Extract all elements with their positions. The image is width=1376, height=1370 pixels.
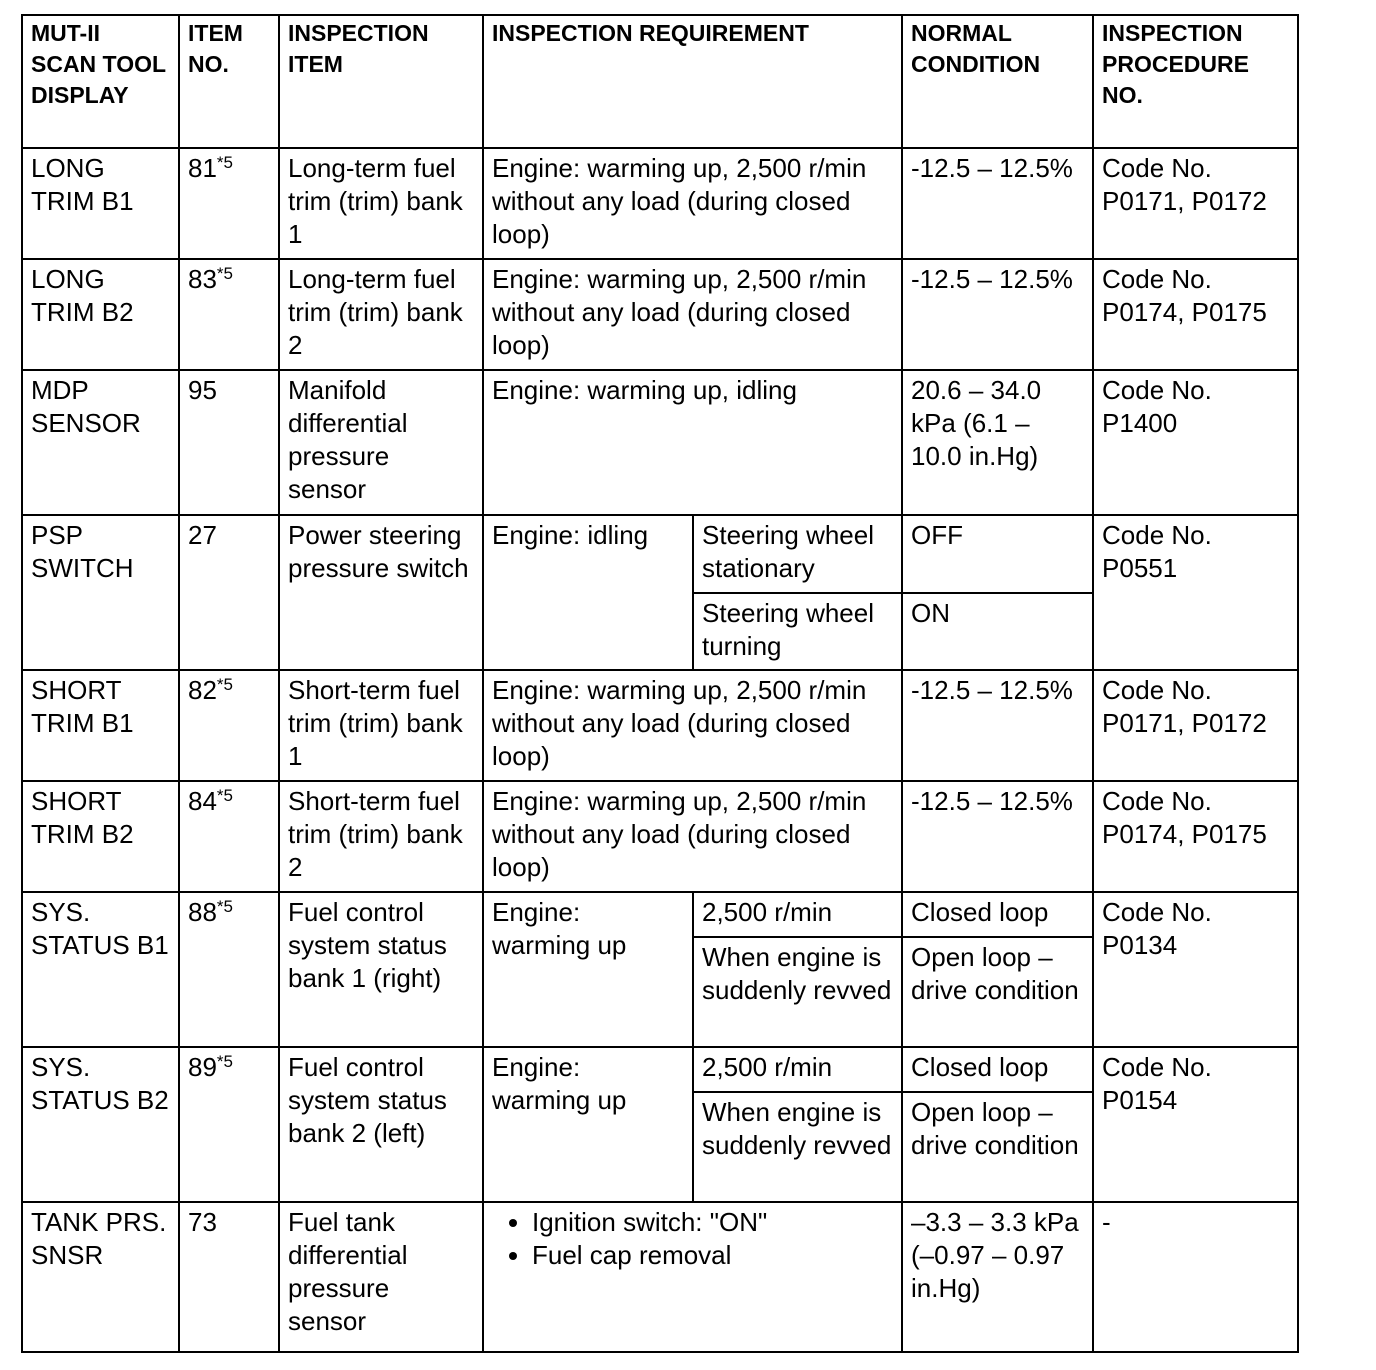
cell-display: PSP SWITCH <box>22 515 179 670</box>
cell-procedure: Code No. P0154 <box>1093 1047 1298 1202</box>
cell-procedure: Code No. P0171, P0172 <box>1093 670 1298 781</box>
cell-procedure: - <box>1093 1202 1298 1352</box>
header-item-no: ITEM NO. <box>179 15 279 148</box>
cell-requirement: Engine: warming up, 2,500 r/min without any load (during closed loop) <box>483 259 902 370</box>
cell-sub-condition: When engine is suddenly revved <box>693 937 902 1047</box>
cell-procedure: Code No. P0551 <box>1093 515 1298 670</box>
table-row <box>22 1202 1298 1352</box>
list-item: • Fuel cap removal <box>532 1239 893 1272</box>
footnote-mark: *5 <box>216 675 233 694</box>
cell-requirement: Engine: idling <box>483 515 693 670</box>
cell-item: Long-term fuel trim (trim) bank 2 <box>279 259 483 370</box>
header-requirement: INSPECTION REQUIREMENT <box>483 15 902 148</box>
header-row <box>22 15 1298 148</box>
table-row <box>22 259 1298 370</box>
cell-normal: Open loop – drive condition <box>902 1092 1093 1202</box>
cell-normal: -12.5 – 12.5% <box>902 259 1093 370</box>
cell-item: Short-term fuel trim (trim) bank 2 <box>279 781 483 892</box>
cell-normal: Closed loop <box>902 1047 1093 1092</box>
cell-item-no <box>179 892 279 1047</box>
cell-requirement: Engine: warming up, idling <box>483 370 902 515</box>
cell-item-no <box>179 670 279 781</box>
table-row <box>22 148 1298 259</box>
cell-item: Long-term fuel trim (trim) bank 1 <box>279 148 483 259</box>
cell-item-no: 27 <box>179 515 279 670</box>
header-item: INSPECTION ITEM <box>279 15 483 148</box>
cell-display: MDP SENSOR <box>22 370 179 515</box>
item-no-value: 88 <box>188 897 217 927</box>
cell-item-no: 73 <box>179 1202 279 1352</box>
table-row <box>22 1047 1298 1092</box>
requirement-list <box>492 1206 893 1272</box>
cell-item-no: 95 <box>179 370 279 515</box>
footnote-mark: *5 <box>216 1052 233 1071</box>
cell-normal: -12.5 – 12.5% <box>902 670 1093 781</box>
inspection-table <box>21 14 1299 1353</box>
cell-normal: Open loop – drive condition <box>902 937 1093 1047</box>
header-display: MUT-II SCAN TOOL DISPLAY <box>22 15 179 148</box>
cell-normal: ON <box>902 593 1093 670</box>
cell-item-no <box>179 148 279 259</box>
item-no-value: 83 <box>188 264 217 294</box>
cell-normal: -12.5 – 12.5% <box>902 148 1093 259</box>
header-normal: NORMAL CONDITION <box>902 15 1093 148</box>
cell-normal: Closed loop <box>902 892 1093 937</box>
item-no-value: 89 <box>188 1052 217 1082</box>
cell-requirement: Engine: warming up, 2,500 r/min without any load (during closed loop) <box>483 148 902 259</box>
cell-display: LONG TRIM B1 <box>22 148 179 259</box>
footnote-mark: *5 <box>216 153 233 172</box>
item-no-value: 84 <box>188 786 217 816</box>
table-row <box>22 515 1298 593</box>
cell-item: Fuel control system status bank 1 (right) <box>279 892 483 1047</box>
table-row <box>22 370 1298 515</box>
list-item: • Ignition switch: "ON" <box>532 1206 893 1239</box>
footnote-mark: *5 <box>216 264 233 283</box>
cell-requirement <box>483 1202 902 1352</box>
header-procedure: INSPECTION PROCEDURE NO. <box>1093 15 1298 148</box>
cell-procedure: Code No. P0174, P0175 <box>1093 259 1298 370</box>
cell-procedure: Code No. P0171, P0172 <box>1093 148 1298 259</box>
cell-item: Manifold differential pressure sensor <box>279 370 483 515</box>
cell-sub-condition: Steering wheel turning <box>693 593 902 670</box>
item-no-value: 81 <box>188 153 217 183</box>
footnote-mark: *5 <box>216 786 233 805</box>
cell-requirement: Engine: warming up, 2,500 r/min without any load (during closed loop) <box>483 781 902 892</box>
cell-requirement: Engine: warming up, 2,500 r/min without any load (during closed loop) <box>483 670 902 781</box>
cell-procedure: Code No. P0134 <box>1093 892 1298 1047</box>
cell-procedure: Code No. P1400 <box>1093 370 1298 515</box>
cell-requirement: Engine: warming up <box>483 1047 693 1202</box>
cell-sub-condition: 2,500 r/min <box>693 1047 902 1092</box>
footnote-mark: *5 <box>216 897 233 916</box>
cell-requirement: Engine: warming up <box>483 892 693 1047</box>
cell-sub-condition: 2,500 r/min <box>693 892 902 937</box>
cell-display: SYS. STATUS B1 <box>22 892 179 1047</box>
cell-display: SYS. STATUS B2 <box>22 1047 179 1202</box>
cell-procedure: Code No. P0174, P0175 <box>1093 781 1298 892</box>
cell-item-no <box>179 259 279 370</box>
cell-item: Power steering pressure switch <box>279 515 483 670</box>
cell-item-no <box>179 781 279 892</box>
cell-item-no <box>179 1047 279 1202</box>
cell-normal: –3.3 – 3.3 kPa (–0.97 – 0.97 in.Hg) <box>902 1202 1093 1352</box>
cell-normal: 20.6 – 34.0 kPa (6.1 – 10.0 in.Hg) <box>902 370 1093 515</box>
cell-display: LONG TRIM B2 <box>22 259 179 370</box>
cell-normal: -12.5 – 12.5% <box>902 781 1093 892</box>
cell-normal: OFF <box>902 515 1093 593</box>
cell-display: SHORT TRIM B1 <box>22 670 179 781</box>
cell-display: SHORT TRIM B2 <box>22 781 179 892</box>
cell-display: TANK PRS. SNSR <box>22 1202 179 1352</box>
cell-sub-condition: Steering wheel stationary <box>693 515 902 593</box>
table-row <box>22 670 1298 781</box>
item-no-value: 82 <box>188 675 217 705</box>
cell-sub-condition: When engine is suddenly revved <box>693 1092 902 1202</box>
cell-item: Fuel tank differential pressure sensor <box>279 1202 483 1352</box>
cell-item: Fuel control system status bank 2 (left) <box>279 1047 483 1202</box>
table-row <box>22 892 1298 937</box>
table-row <box>22 781 1298 892</box>
cell-item: Short-term fuel trim (trim) bank 1 <box>279 670 483 781</box>
